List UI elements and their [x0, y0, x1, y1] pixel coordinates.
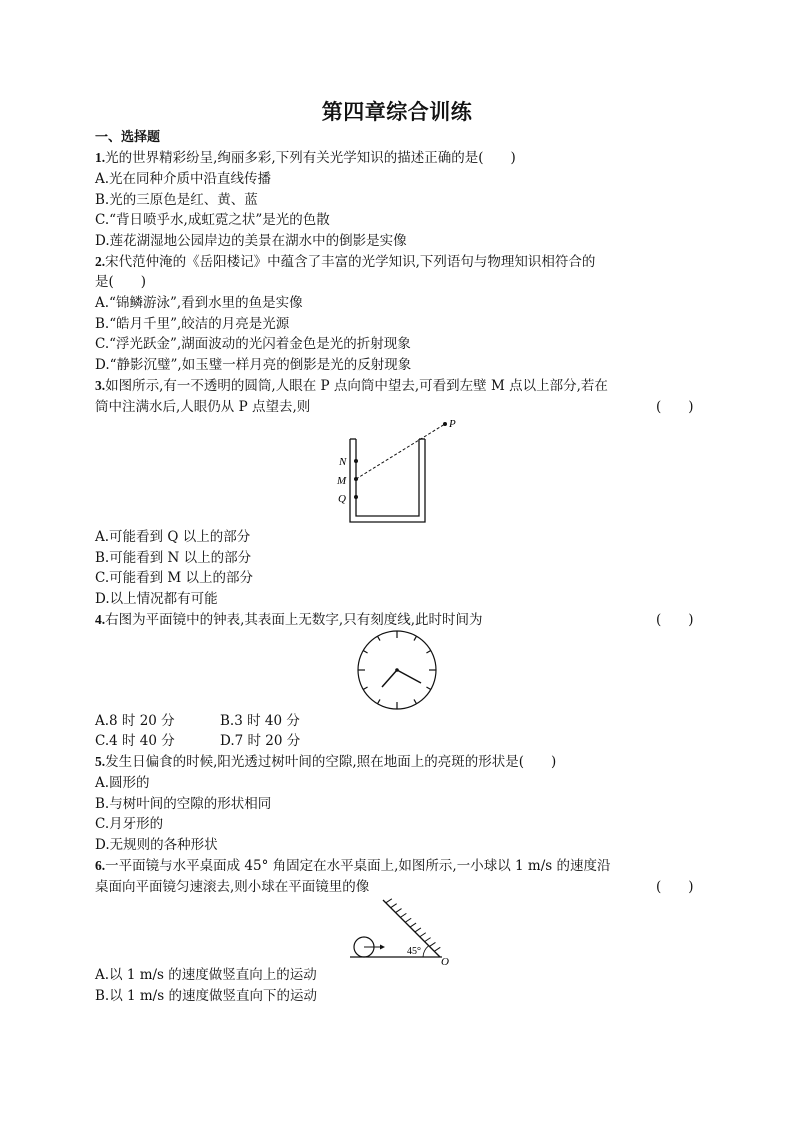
clock-tick	[414, 636, 417, 640]
cylinder-diagram	[330, 412, 470, 524]
clock-diagram	[355, 628, 439, 712]
question-number: 3.	[95, 378, 106, 393]
point-q	[354, 495, 358, 499]
hatch-line	[405, 918, 411, 922]
clock-tick	[378, 636, 381, 640]
arrow-head	[380, 945, 385, 950]
answer-blank: ( )	[656, 612, 694, 628]
clock-tick	[363, 651, 367, 654]
hatch-line	[415, 928, 421, 932]
q2-option-c: C.“浮光跃金”,湖面波动的光闪着金色是光的折射现象	[95, 336, 411, 352]
q4-option-b: B.3 时 40 分	[220, 713, 300, 729]
q3-option-b: B.可能看到 N 以上的部分	[95, 550, 252, 566]
point-p	[443, 422, 447, 426]
hatch-line	[396, 909, 402, 913]
question-text: 如图所示,有一不透明的圆筒,人眼在 P 点向筒中望去,可看到左壁 M 点以上部分,若在	[105, 378, 608, 394]
q5-option-a: A.圆形的	[95, 775, 150, 791]
clock-minute-hand	[397, 670, 421, 683]
clock-tick	[426, 687, 430, 690]
question-5-stem	[95, 752, 556, 772]
mirror-hatching	[386, 899, 440, 951]
point-n	[354, 459, 358, 463]
mirror-ball-figure	[345, 897, 460, 967]
clock-tick	[363, 687, 367, 690]
q2-option-a: A.“锦鳞游泳”,看到水里的鱼是实像	[95, 295, 303, 311]
answer-blank: ( )	[656, 879, 694, 895]
q4-option-a: A.8 时 20 分	[95, 713, 175, 729]
hatch-line	[425, 938, 431, 942]
clock-hour-hand	[382, 670, 397, 687]
q1-option-b: B.光的三原色是红、黄、蓝	[95, 192, 258, 208]
question-6-stem	[95, 856, 610, 876]
cylinder-inner-wall	[356, 439, 419, 516]
question-text: 右图为平面镜中的钟表,其表面上无数字,只有刻度线,此时时间为	[105, 612, 483, 628]
q3-option-a: A.可能看到 Q 以上的部分	[95, 529, 251, 545]
mirror-clock-figure	[355, 628, 439, 712]
label-p: P	[449, 418, 456, 430]
hatch-line	[429, 942, 435, 946]
page-title: 第四章综合训练	[321, 99, 473, 124]
cylinder-outer-wall	[350, 439, 425, 522]
question-3-stem-cont: 筒中注满水后,人眼仍从 P 点望去,则	[95, 399, 311, 415]
question-number: 4.	[95, 612, 106, 627]
question-6-stem-cont: 桌面向平面镜匀速滚去,则小球在平面镜里的像	[95, 879, 370, 895]
q4-option-c: C.4 时 40 分	[95, 733, 175, 749]
answer-blank: ( )	[656, 399, 694, 415]
hatch-line	[420, 933, 426, 937]
label-q: Q	[338, 493, 346, 505]
q2-option-d: D.“静影沉璧”,如玉璧一样月亮的倒影是光的反射现象	[95, 357, 412, 373]
q3-option-d: D.以上情况都有可能	[95, 591, 218, 607]
question-3-stem	[95, 376, 608, 396]
hatch-line	[386, 899, 392, 903]
question-1-stem	[95, 148, 516, 168]
label-o: O	[441, 956, 449, 967]
hatch-line	[434, 947, 440, 951]
clock-tick	[378, 699, 381, 703]
q3-option-c: C.可能看到 M 以上的部分	[95, 570, 254, 586]
q6-option-a: A.以 1 m/s 的速度做竖直向上的运动	[95, 967, 317, 983]
point-m	[354, 477, 358, 481]
section-heading: 一、选择题	[95, 130, 161, 145]
question-text: 一平面镜与水平桌面成 45° 角固定在水平桌面上,如图所示,一小球以 1 m/s 的速度沿	[105, 858, 611, 874]
hatch-line	[391, 904, 397, 908]
clock-tick	[426, 651, 430, 654]
question-text: 宋代范仲淹的《岳阳楼记》中蕴含了丰富的光学知识,下列语句与物理知识相符合的	[105, 254, 596, 270]
question-2-stem	[95, 252, 595, 272]
q1-option-c: C.“背日喷乎水,成虹霓之状”是光的色散	[95, 212, 330, 228]
label-m: M	[337, 475, 347, 487]
question-text: 发生日偏食的时候,阳光透过树叶间的空隙,照在地面上的亮斑的形状是( )	[105, 754, 557, 770]
q1-option-d: D.莲花湖湿地公园岸边的美景在湖水中的倒影是实像	[95, 233, 407, 249]
q4-option-d: D.7 时 20 分	[220, 733, 301, 749]
angle-arc	[423, 946, 429, 957]
clock-center	[395, 668, 399, 672]
question-2-stem-cont: 是( )	[95, 274, 147, 290]
question-number: 6.	[95, 858, 106, 873]
q5-option-b: B.与树叶间的空隙的形状相同	[95, 796, 272, 812]
question-number: 5.	[95, 754, 106, 769]
label-n: N	[339, 456, 347, 468]
hatch-line	[410, 923, 416, 927]
q1-option-a: A.光在同种介质中沿直线传播	[95, 171, 272, 187]
q5-option-c: C.月牙形的	[95, 816, 164, 832]
question-number: 2.	[95, 254, 106, 269]
cylinder-figure	[330, 412, 470, 524]
question-text: 光的世界精彩纷呈,绚丽多彩,下列有关光学知识的描述正确的是( )	[105, 150, 516, 166]
sight-line	[356, 424, 445, 479]
question-4-stem	[95, 610, 483, 630]
question-number: 1.	[95, 150, 106, 165]
q2-option-b: B.“皓月千里”,皎洁的月亮是光源	[95, 316, 290, 332]
angle-label: 45°	[407, 946, 421, 957]
hatch-line	[400, 913, 406, 917]
mirror-ball-diagram	[345, 897, 460, 967]
clock-tick	[414, 699, 417, 703]
q6-option-b: B.以 1 m/s 的速度做竖直向下的运动	[95, 988, 317, 1004]
q5-option-d: D.无规则的各种形状	[95, 837, 218, 853]
